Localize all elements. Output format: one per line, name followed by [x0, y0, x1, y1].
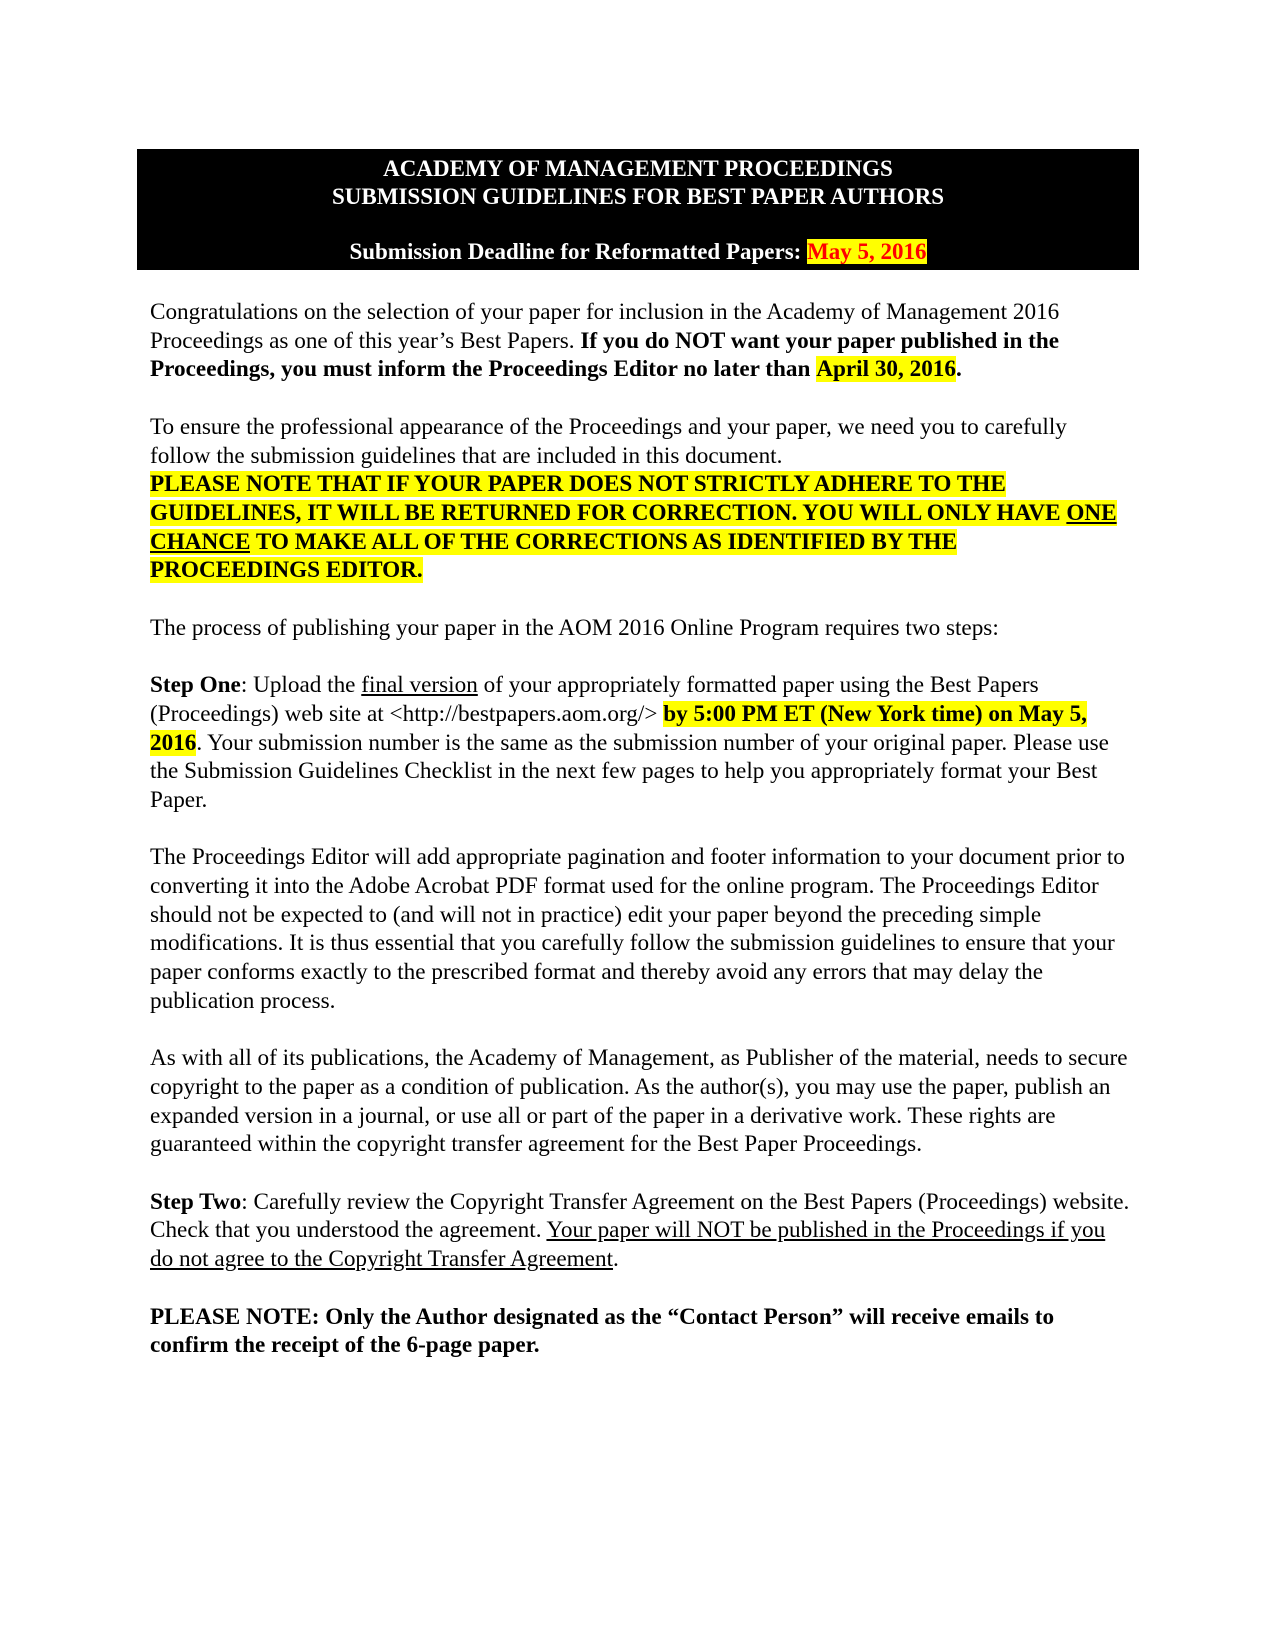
step-two-paragraph: [150, 1188, 1130, 1274]
contact-person-note-text: PLEASE NOTE: Only the Author designated as the “Contact Person” will receive emails to confirm the receipt of the 6-page paper.: [150, 1303, 1055, 1359]
congratulations-text: Congratulations on the selection of your paper for inclusion in the Academy of Management 2016 Proceedings as one of this year’s Best Papers.: [150, 299, 1060, 354]
process-intro-paragraph: The process of publishing your paper in the AOM 2016 Online Program requires two steps:: [150, 614, 999, 641]
editor-paragraph: The Proceedings Editor will add appropriate pagination and footer information to your document prior to converting it into the Adobe Acrobat PDF format used for the online program. The Proceedings Editor should not be expected to (and will not in practice) edit your paper beyond the preceding simple modifications. It is thus essential that you carefully follow the submission guidelines to ensure that your paper conforms exactly to the prescribed format and thereby avoid any errors that may delay the publication process.: [150, 844, 1125, 1014]
step-one-label: Step One: [150, 672, 241, 699]
step-one-intro: : Upload the: [240, 672, 356, 699]
step-one-paragraph: [150, 671, 1130, 815]
correction-warning-b: TO MAKE ALL OF THE CORRECTIONS AS IDENTIFIED BY THE PROCEEDINGS EDITOR.: [150, 528, 958, 584]
one-chance-text: ONE CHANCE: [150, 499, 1117, 555]
title-line-2: SUBMISSION GUIDELINES FOR BEST PAPER AUTHORS: [332, 184, 944, 209]
document-body: [150, 298, 1130, 1360]
copyright-paragraph: As with all of its publications, the Academy of Management, as Publisher of the material, needs to secure copyright to the paper as a condition of publication. As the author(s), you may use the paper, publish an expanded version in a journal, or use all or part of the paper in a derivative work. These rights are guaranteed within the copyright transfer agreement for the Best Paper Proceedings.: [150, 1045, 1128, 1158]
opt-out-date: April 30, 2016: [816, 356, 956, 383]
congratulations-paragraph: [150, 298, 1130, 384]
step-one-deadline: by 5:00 PM ET (New York time) on May 5, 2016: [150, 700, 1087, 756]
deadline-line: [137, 238, 1139, 266]
step-two-label: Step Two: [150, 1188, 242, 1215]
title-line-1: ACADEMY OF MANAGEMENT PROCEEDINGS: [383, 156, 893, 181]
step-one-text-b: . Your submission number is the same as the submission number of your original paper. Please use the Submission Guidelines Checklist in the next few pages to help you appropriately format your Best Paper.: [150, 729, 1109, 813]
title-banner: [137, 149, 1139, 270]
final-version-text: final version: [361, 672, 478, 699]
guidelines-paragraph: [150, 413, 1130, 585]
correction-warning-a: PLEASE NOTE THAT IF YOUR PAPER DOES NOT STRICTLY ADHERE TO THE GUIDELINES, IT WILL BE RETURNED FOR CORRECTION. YOU WILL ONLY HAVE: [150, 471, 1061, 526]
deadline-date: May 5, 2016: [807, 239, 927, 264]
opt-out-notice: If you do NOT want your paper published in the Proceedings, you must inform the Proceedings Editor no later than: [150, 327, 1060, 383]
step-two-period: .: [613, 1246, 619, 1273]
guidelines-text: To ensure the professional appearance of the Proceedings and your paper, we need you to carefully follow the submission guidelines that are included in this document.: [150, 413, 1067, 469]
step-two-text: : Carefully review the Copyright Transfer Agreement on the Best Papers (Proceedings) website. Check that you understood the agreement.: [150, 1188, 1130, 1244]
opt-out-period: .: [955, 356, 962, 383]
contact-person-note: [150, 1303, 1130, 1360]
step-one-text-a: of your appropriately formatted paper using the Best Papers (Proceedings) web site at <http://bestpapers.aom.org/>: [150, 672, 1039, 727]
deadline-label: Submission Deadline for Reformatted Papers:: [349, 239, 802, 264]
step-two-warning: Your paper will NOT be published in the Proceedings if you do not agree to the Copyright Transfer Agreement: [150, 1217, 1106, 1273]
